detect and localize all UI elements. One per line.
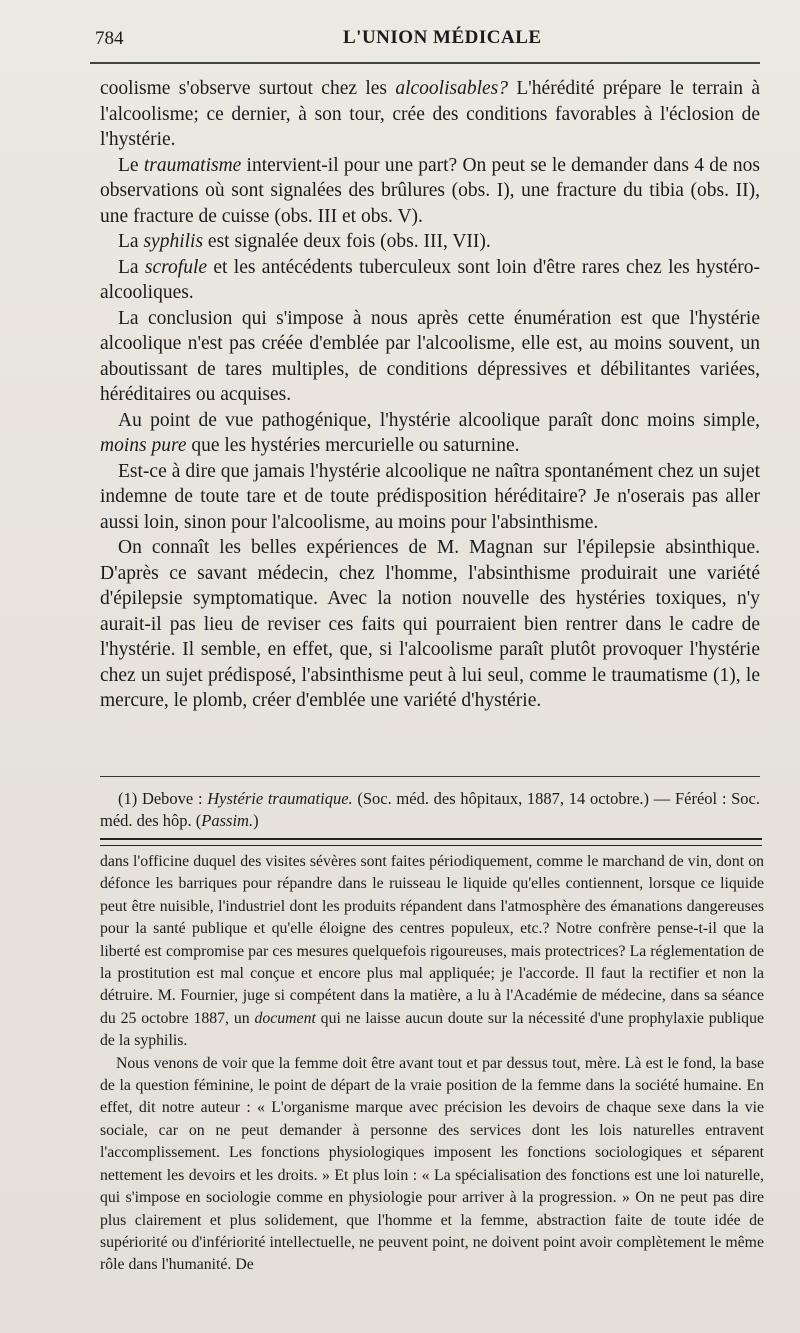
paragraph: Est-ce à dire que jamais l'hystérie alcoolique ne naîtra spontanément chez un sujet indemne de toute tare et de toute prédisposition héréditaire? Je n'oserais pas aller aussi loin, sinon pour l'alcoolisme, au moins pour l'absinthisme. bbox=[100, 460, 760, 533]
feuilleton-text bbox=[100, 851, 764, 1277]
paragraph: La syphilis est signalée deux fois (obs. III, VII). bbox=[118, 231, 491, 252]
paragraph: Au point de vue pathogénique, l'hystérie alcoolique paraît donc moins simple, moins pure que les hystéries mercurielle ou saturnine. bbox=[100, 409, 760, 456]
feuilleton-separator bbox=[100, 838, 762, 846]
feuilleton-paragraph: Nous venons de voir que la femme doit être avant tout et par dessus tout, mère. Là est le fond, la base de la question féminine, le point de départ de la vraie position de la femme dans la société humaine. En effet, dit notre auteur : « L'organisme marque avec précision les devoirs de chaque sexe dans la vie sociale, car on ne peut demander à personne des services dont les lois naturelles entravent l'accomplissement. Les fonctions physiologiques imposent les fonctions sociologiques et séparent nettement les devoirs et les droits. » Et plus loin : « La spécialisation des fonctions est une loi naturelle, qui s'impose en sociologie comme en physiologie pour arriver à la progression. » On ne peut pas dire plus clairement et plus solidement, que l'homme et la femme, abstraction faite de toute idée de supériorité ou d'infériorité intellectuelle, ne peuvent point, ne doivent point avoir complètement le même rôle dans l'humanité. De bbox=[100, 1054, 764, 1274]
paragraph: coolisme s'observe surtout chez les alcoolisables? L'hérédité prépare le terrain à l'alcoolisme; ce dernier, à son tour, crée des conditions favorables à l'éclosion de l'hystérie. bbox=[100, 78, 760, 150]
paragraph: La scrofule et les antécédents tuberculeux sont loin d'être rares chez les hystéro-alcooliques. bbox=[100, 256, 760, 303]
footnote-rule bbox=[100, 776, 760, 777]
paragraph: On connaît les belles expériences de M. Magnan sur l'épilepsie absinthique. D'après ce savant médecin, chez l'homme, l'absinthisme produirait une variété d'épilepsie symptomatique. Avec la notion nouvelle des hystéries toxiques, n'y aurait-il pas lieu de reviser ces faits qui pourraient bien rentrer dans le cadre de l'hystérie. Il semble, en effet, que, si l'alcoolisme paraît plutôt provoquer l'hystérie chez un sujet prédisposé, l'absinthisme peut à lui seul, comme le traumatisme (1), le mercure, le plomb, créer d'emblée une variété d'hystérie. bbox=[100, 537, 760, 711]
page-number: 784 bbox=[95, 28, 124, 49]
article-body bbox=[100, 76, 760, 714]
feuilleton-paragraph: dans l'officine duquel des visites sévères sont faites périodiquement, comme le marchand de vin, dont on défonce les barriques pour répandre dans le ruisseau le liquide qu'elles contiennent, lorsque ce liquide peut être nuisible, l'industriel dont les produits répandent dans l'atmosphère des émanations dangereuses pour la santé publique et qu'elle éloigne des centres populeux, etc.? Notre confrère pense-t-il que la liberté est compromise par ces mesures quelquefois rigoureuses, mais protectrices? La réglementation de la prostitution est mal conçue et encore plus mal appliquée; je l'accorde. Il faut la rectifier et non la détruire. M. Fournier, juge si compétent dans la matière, a lu à l'Académie de médecine, dans sa séance du 25 octobre 1887, un document qui ne laisse aucun doute sur la nécessité d'une prophylaxie publique de la syphilis. bbox=[100, 853, 764, 1050]
header-rule bbox=[90, 62, 760, 64]
paragraph: La conclusion qui s'impose à nous après cette énumération est que l'hystérie alcoolique n'est pas créée d'emblée par l'alcoolisme, elle est, au moins souvent, un aboutissant de tares multiples, de conditions dépressives et débilitantes variées, héréditaires ou acquises. bbox=[100, 307, 760, 405]
page-header bbox=[95, 22, 760, 58]
journal-title: L'UNION MÉDICALE bbox=[343, 27, 542, 48]
footnote: (1) Debove : Hystérie traumatique. (Soc. méd. des hôpitaux, 1887, 14 octobre.) — Féréol : Soc. méd. des hôp. (Passim.) bbox=[100, 789, 760, 830]
paragraph: Le traumatisme intervient-il pour une part? On peut se le demander dans 4 de nos observations où sont signalées des brûlures (obs. I), une fracture du tibia (obs. II), une fracture de cuisse (obs. III et obs. V). bbox=[100, 154, 760, 227]
